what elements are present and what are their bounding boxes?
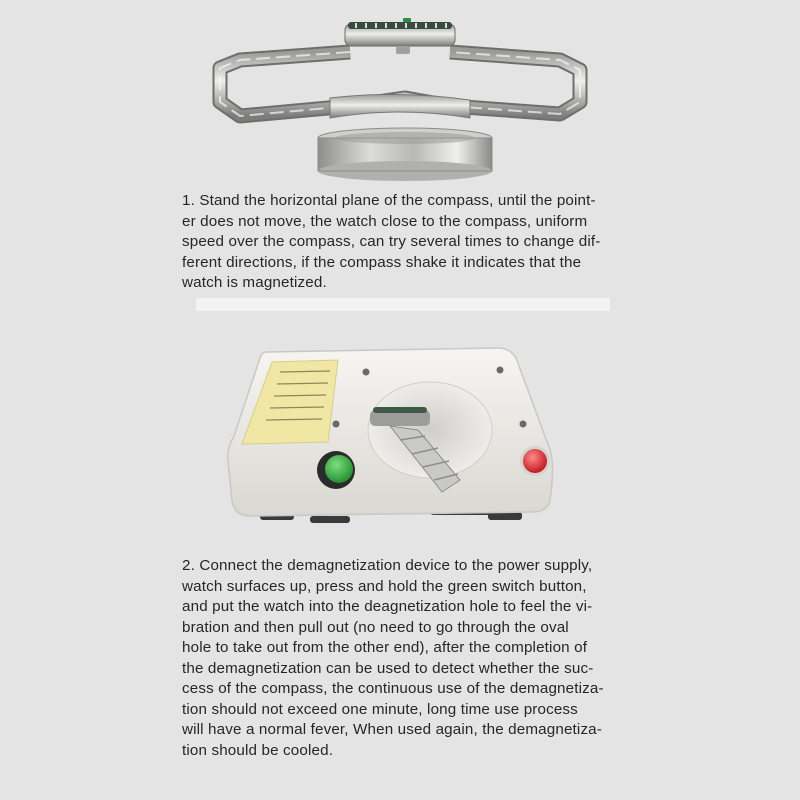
compass-ring (318, 128, 492, 181)
step-1-instructions: 1. Stand the horizontal plane of the compass, until the point- er does not move, the watch close to the compass, uniform speed over the compass, can try several times to change dif- ferent directions, if the compass shake it indicates that the watch is magnetized. (182, 192, 601, 291)
watch-clasp (330, 94, 470, 118)
section-divider (196, 298, 610, 311)
watch-over-compass-image (200, 10, 600, 185)
red-indicator-light (520, 446, 550, 476)
demagnetizer-device-image (220, 340, 580, 535)
green-switch-button[interactable] (317, 451, 355, 489)
watch-head (345, 18, 455, 54)
step-2-instructions: 2. Connect the demagnetization device to the power supply, watch surfaces up, press and hold the green switch button, and put the watch into the deagnetization hole to feel the vi- bration and then pull out (no need to go through the oval hole to take out from the other end), after the completion of the demagnetization can be used to detect whether the suc- cess of the compass, the continuous use of the demagnetiza- tion should not exceed one minute, long time use process will have a normal fever, When used again, the demagnetiza- tion should be cooled. (182, 557, 604, 759)
